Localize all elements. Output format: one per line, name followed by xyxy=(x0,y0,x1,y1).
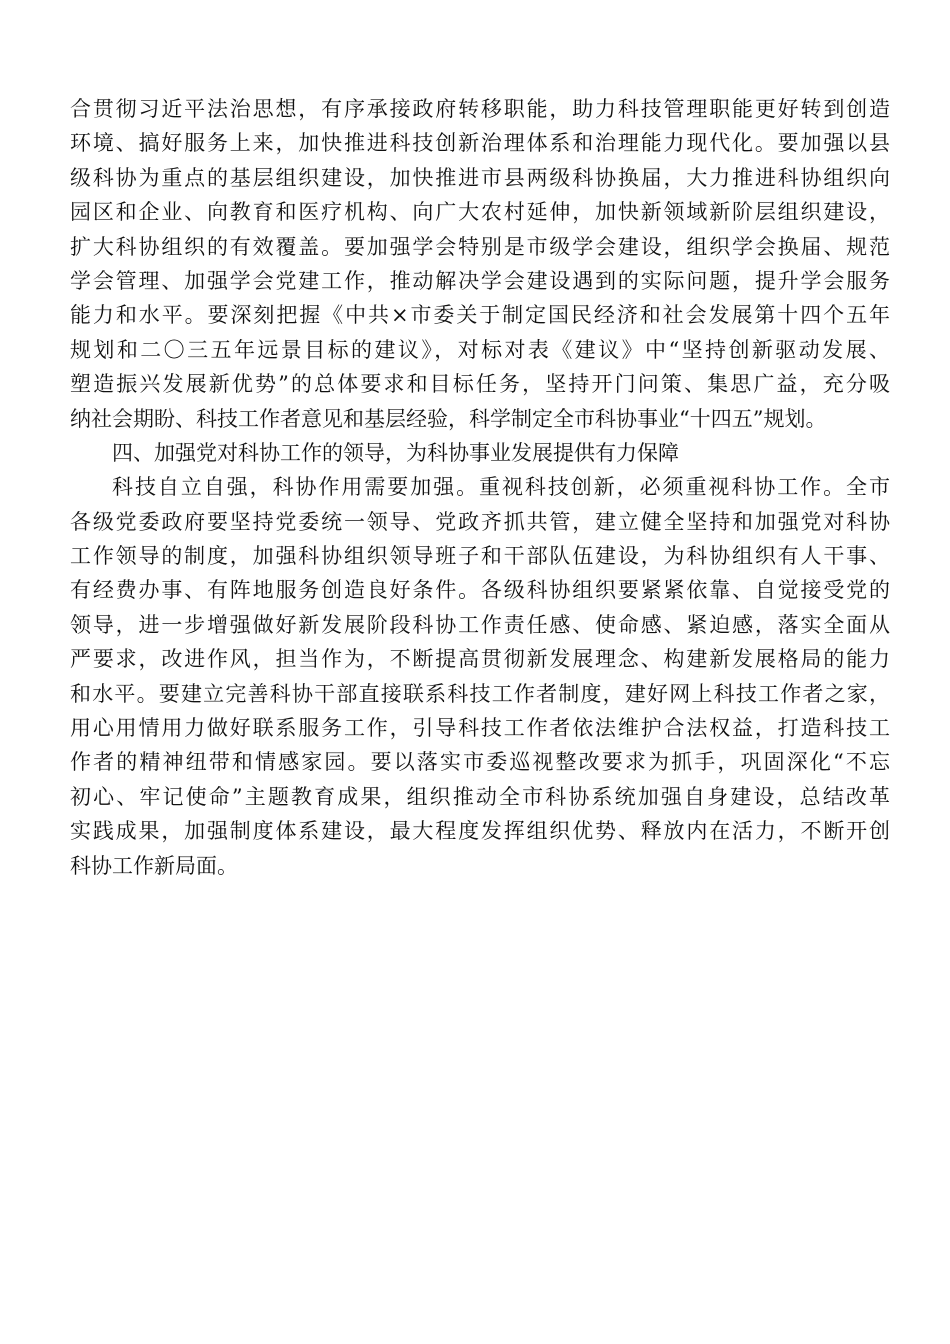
text-line: 科协工作新局面。 xyxy=(70,853,238,878)
text-line: 环境、搞好服务上来，加快推进科技创新治理体系和治理能力现代化。要加强以县 xyxy=(70,131,890,156)
text-line: 各级党委政府要坚持党委统一领导、党政齐抓共管，建立健全坚持和加强党对科协 xyxy=(70,509,890,534)
text-line: 级科协为重点的基层组织建设，加快推进市县两级科协换届，大力推进科协组织向 xyxy=(70,165,890,190)
text-line: 园区和企业、向教育和医疗机构、向广大农村延伸，加快新领域新阶层组织建设， xyxy=(70,200,890,225)
text-line: 实践成果，加强制度体系建设，最大程度发挥组织优势、释放内在活力，不断开创 xyxy=(70,819,890,844)
text-line: 初心、牢记使命”主题教育成果，组织推动全市科协系统加强自身建设，总结改革 xyxy=(70,784,890,809)
text-line: 有经费办事、有阵地服务创造良好条件。各级科协组织要紧紧依靠、自觉接受党的 xyxy=(70,578,890,603)
text-line: 扩大科协组织的有效覆盖。要加强学会特别是市级学会建设，组织学会换届、规范 xyxy=(70,234,890,259)
text-line: 和水平。要建立完善科协干部直接联系科技工作者制度，建好网上科技工作者之家， xyxy=(70,681,890,706)
text-line: 规划和二〇三五年远景目标的建议》，对标对表《建议》中“坚持创新驱动发展、 xyxy=(70,337,890,362)
text-line: 合贯彻习近平法治思想，有序承接政府转移职能，助力科技管理职能更好转到创造 xyxy=(70,97,890,121)
body-text xyxy=(70,92,890,883)
text-line: 作者的精神纽带和情感家园。要以落实市委巡视整改要求为抓手，巩固深化“不忘 xyxy=(70,750,890,775)
text-line: 能力和水平。要深刻把握《中共×市委关于制定国民经济和社会发展第十四个五年 xyxy=(70,303,890,328)
text-line: 科技自立自强，科协作用需要加强。重视科技创新，必须重视科协工作。全市 xyxy=(112,475,890,500)
text-line: 领导，进一步增强做好新发展阶段科协工作责任感、使命感、紧迫感，落实全面从 xyxy=(70,612,890,637)
text-line: 学会管理、加强学会党建工作，推动解决学会建设遇到的实际问题，提升学会服务 xyxy=(70,268,890,293)
section-heading: 四、加强党对科协工作的领导，为科协事业发展提供有力保障 xyxy=(112,440,679,465)
text-line: 纳社会期盼、科技工作者意见和基层经验，科学制定全市科协事业“十四五”规划。 xyxy=(70,406,827,431)
text-line: 严要求，改进作风，担当作为，不断提高贯彻新发展理念、构建新发展格局的能力 xyxy=(70,647,890,672)
text-line: 用心用情用力做好联系服务工作，引导科技工作者依法维护合法权益，打造科技工 xyxy=(70,716,890,741)
text-line: 塑造振兴发展新优势”的总体要求和目标任务，坚持开门问策、集思广益，充分吸 xyxy=(70,372,890,397)
text-line: 工作领导的制度，加强科协组织领导班子和干部队伍建设，为科协组织有人干事、 xyxy=(70,544,890,569)
